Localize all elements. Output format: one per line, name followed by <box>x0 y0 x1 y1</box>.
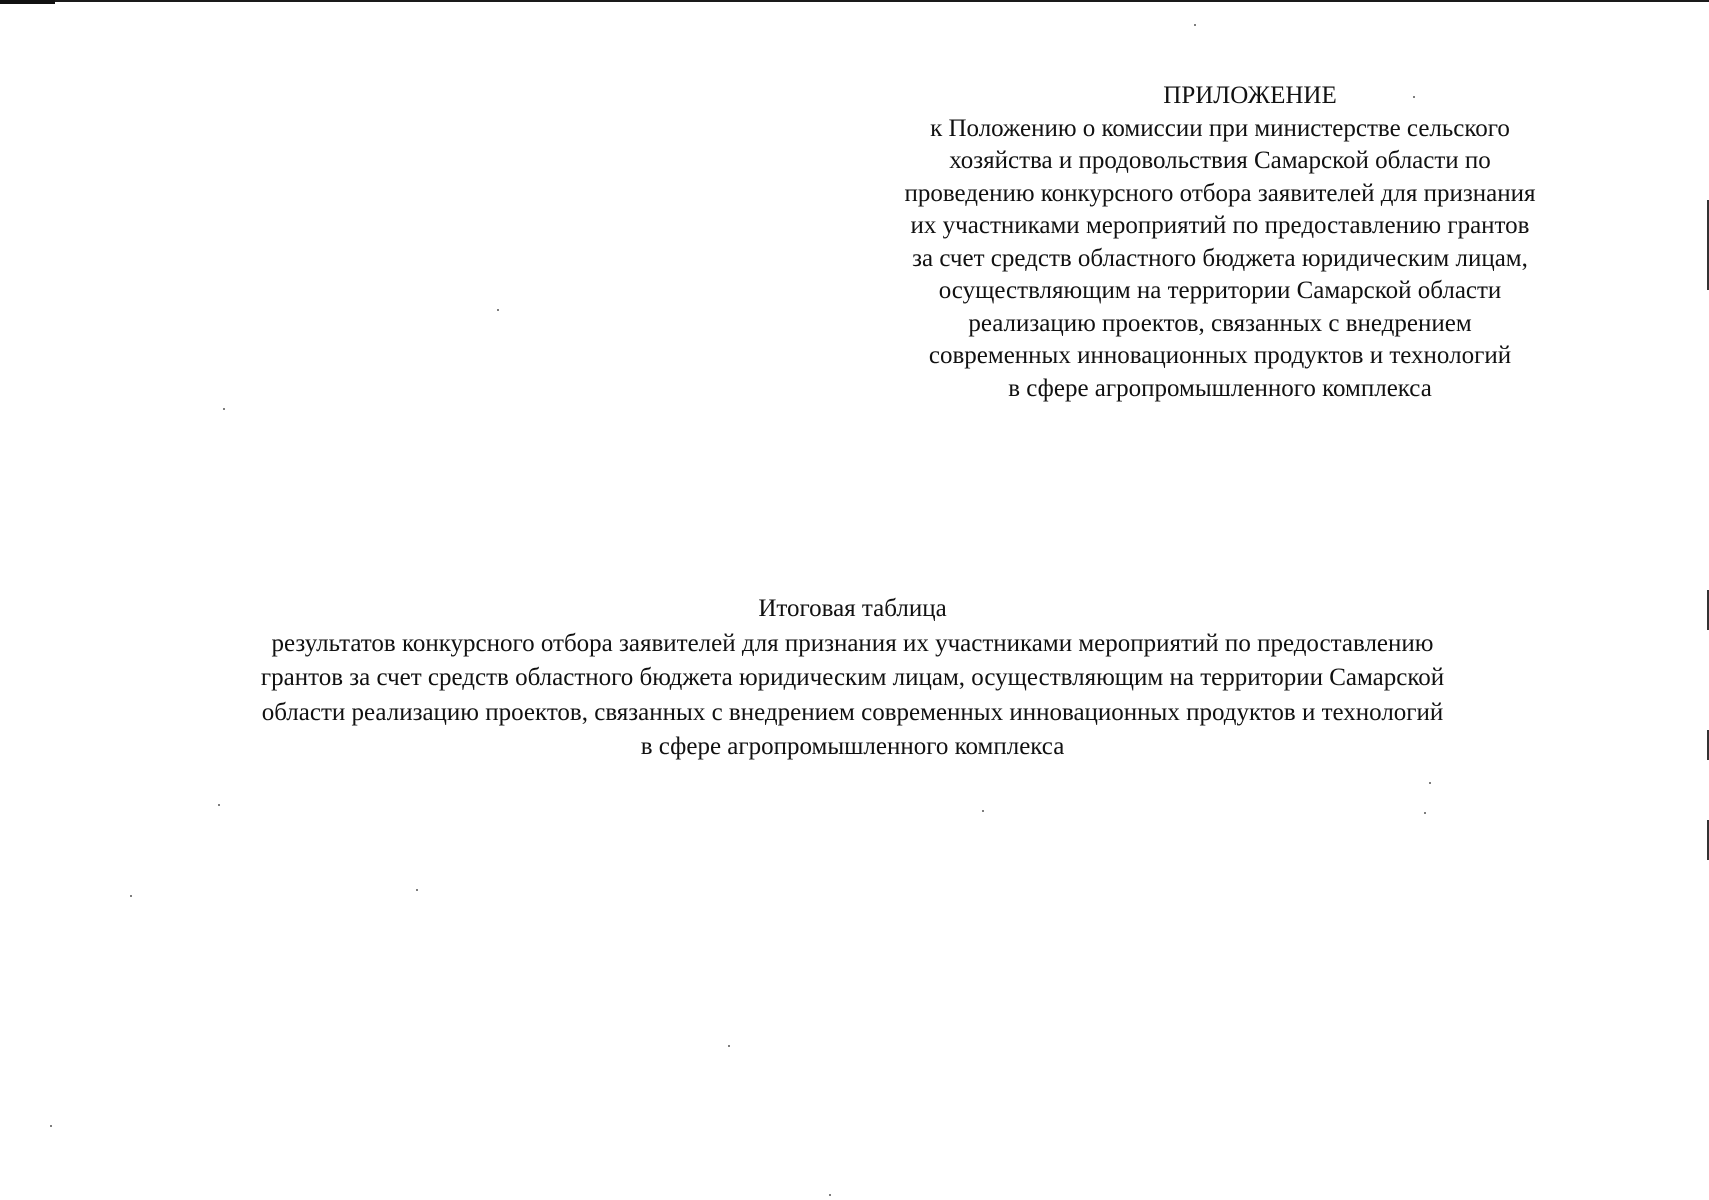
appendix-line: в сфере агропромышленного комплекса <box>1008 374 1432 402</box>
appendix-line: хозяйства и продовольствия Самарской области по <box>949 147 1491 174</box>
scan-edge-corner <box>0 0 55 4</box>
summary-line: грантов за счет средств областного бюджета юридическим лицам, осуществляющим на территории Самарской <box>260 664 1445 691</box>
appendix-line: их участниками мероприятий по предоставлению грантов <box>910 212 1530 239</box>
summary-title-block <box>140 592 1565 765</box>
appendix-line: к Положению о комиссии при министерстве сельского <box>930 114 1510 142</box>
appendix-line: проведению конкурсного отбора заявителей для признания <box>904 179 1536 207</box>
summary-line: результатов конкурсного отбора заявителей для признания их участниками мероприятий по предоставлению <box>271 629 1434 657</box>
scan-speck <box>728 1045 730 1047</box>
scan-speck <box>223 408 225 410</box>
scan-speck <box>982 810 984 812</box>
appendix-header <box>800 80 1640 405</box>
scan-speck <box>1429 782 1431 784</box>
scan-speck <box>416 889 418 891</box>
appendix-line: реализацию проектов, связанных с внедрением <box>968 309 1472 337</box>
appendix-line: осуществляющим на территории Самарской области <box>938 277 1502 304</box>
scan-speck <box>50 1125 52 1127</box>
appendix-line: за счет средств областного бюджета юридическим лицам, <box>912 244 1528 272</box>
scan-edge-top <box>0 0 1709 2</box>
scan-speck <box>497 309 499 311</box>
summary-line: в сфере агропромышленного комплекса <box>640 733 1065 760</box>
appendix-title: ПРИЛОЖЕНИЕ <box>1163 82 1337 109</box>
scan-speck <box>829 1194 831 1196</box>
scan-speck <box>1194 24 1196 26</box>
scan-speck <box>130 895 132 897</box>
scan-speck <box>218 804 220 806</box>
summary-line: области реализацию проектов, связанных с внедрением современных инновационных продуктов и технологий <box>261 698 1444 726</box>
appendix-line: современных инновационных продуктов и технологий <box>928 342 1512 369</box>
scan-speck <box>1424 812 1426 814</box>
summary-heading: Итоговая таблица <box>758 595 947 622</box>
